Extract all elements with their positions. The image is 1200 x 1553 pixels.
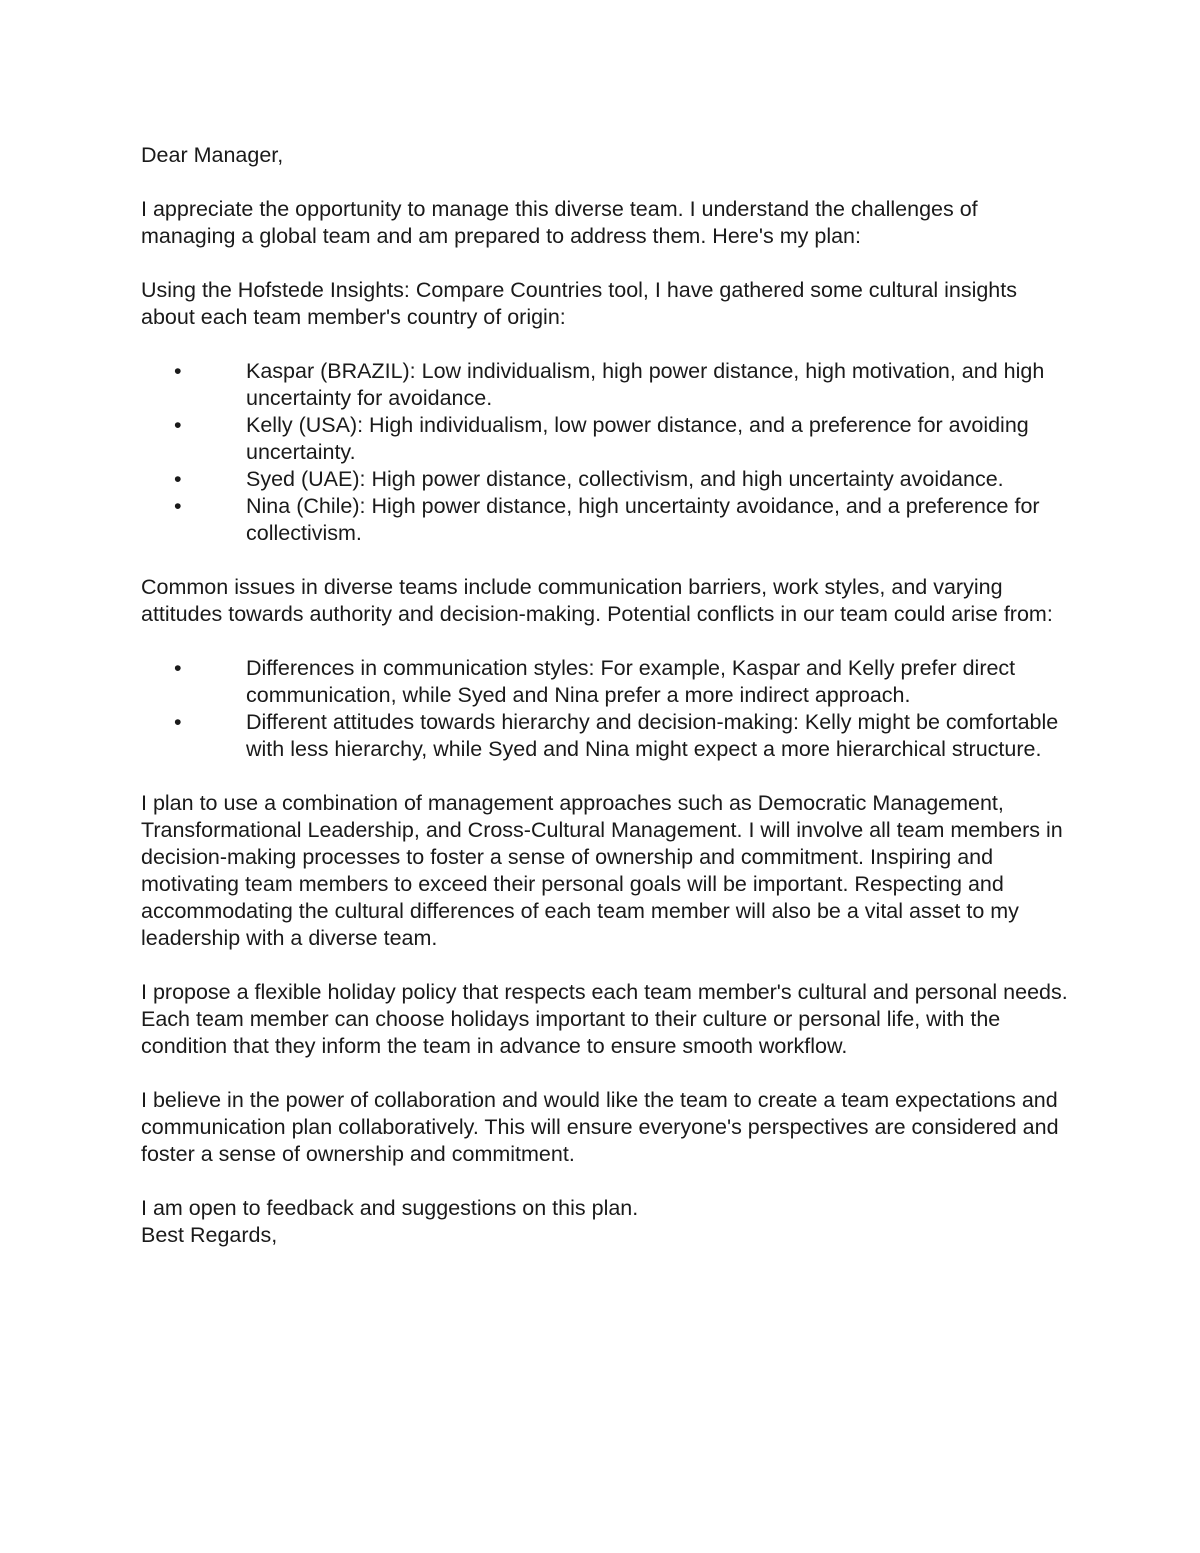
- bullet-icon: •: [174, 359, 182, 383]
- collaboration-paragraph: I believe in the power of collaboration and would like the team to create a team expectations and communication plan collaboratively. This will ensure everyone's perspectives are considered and foster a sense of ownership and commitment.: [141, 1088, 1059, 1166]
- closing-line: I am open to feedback and suggestions on this plan.: [141, 1196, 639, 1220]
- letter-greeting: Dear Manager,: [141, 143, 284, 167]
- list-item: [141, 493, 1071, 547]
- list-item: [141, 358, 1071, 412]
- letter-body: [141, 142, 1071, 1249]
- list-item: [141, 412, 1071, 466]
- bullet-icon: •: [174, 656, 182, 680]
- insights-intro-paragraph: Using the Hofstede Insights: Compare Countries tool, I have gathered some cultural insights about each team member's country of origin:: [141, 278, 1017, 329]
- intro-paragraph: I appreciate the opportunity to manage this diverse team. I understand the challenges of managing a global team and am prepared to address them. Here's my plan:: [141, 197, 978, 248]
- bullet-icon: •: [174, 413, 182, 437]
- signoff: Best Regards,: [141, 1223, 278, 1247]
- list-item-text: Kaspar (BRAZIL): Low individualism, high power distance, high motivation, and high uncertainty for avoidance.: [246, 359, 1045, 410]
- issues-intro-paragraph: Common issues in diverse teams include communication barriers, work styles, and varying attitudes towards authority and decision-making. Potential conflicts in our team could arise from:: [141, 575, 1053, 626]
- list-item: [141, 655, 1071, 709]
- list-item: [141, 709, 1071, 763]
- holiday-paragraph: I propose a flexible holiday policy that respects each team member's cultural and personal needs. Each team member can choose holidays important to their culture or personal life, with the condition that they inform the team in advance to ensure smooth workflow.: [141, 980, 1068, 1058]
- bullet-icon: •: [174, 710, 182, 734]
- list-item-text: Nina (Chile): High power distance, high uncertainty avoidance, and a preference for collectivism.: [246, 494, 1040, 545]
- bullet-icon: •: [174, 467, 182, 491]
- list-item-text: Syed (UAE): High power distance, collectivism, and high uncertainty avoidance.: [246, 467, 1004, 491]
- list-item-text: Differences in communication styles: For example, Kaspar and Kelly prefer direct communication, while Syed and Nina prefer a more indirect approach.: [246, 656, 1016, 707]
- management-paragraph: I plan to use a combination of management approaches such as Democratic Management, Transformational Leadership, and Cross-Cultural Management. I will involve all team members in decision-making processes to foster a sense of ownership and commitment. Inspiring and motivating team members to exceed their personal goals will be important. Respecting and accommodating the cultural differences of each team member will also be a vital asset to my leadership with a diverse team.: [141, 791, 1063, 950]
- list-item-text: Kelly (USA): High individualism, low power distance, and a preference for avoiding uncertainty.: [246, 413, 1029, 464]
- potential-conflicts-list: [141, 655, 1071, 763]
- list-item-text: Different attitudes towards hierarchy and decision-making: Kelly might be comfortable with less hierarchy, while Syed and Nina might expect a more hierarchical structure.: [246, 710, 1059, 761]
- list-item: [141, 466, 1071, 493]
- bullet-icon: •: [174, 494, 182, 518]
- cultural-insights-list: [141, 358, 1071, 547]
